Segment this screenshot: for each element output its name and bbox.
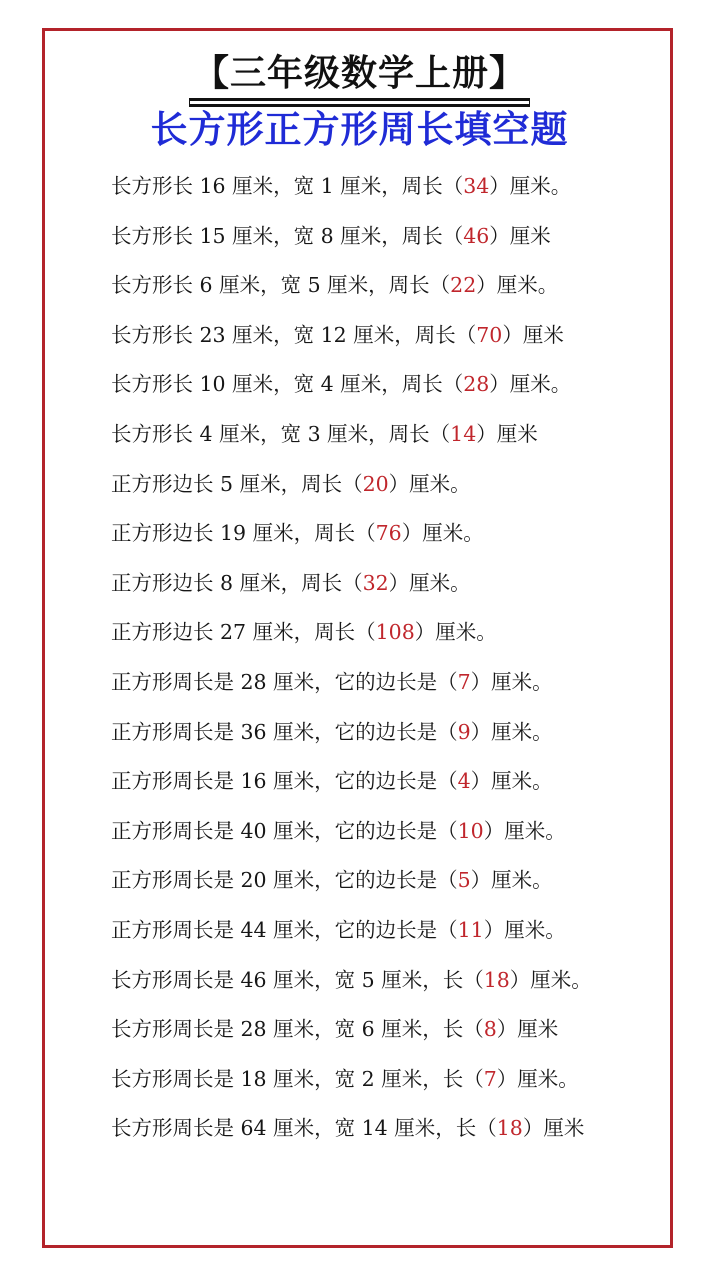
page-title: 【三年级数学上册】 bbox=[189, 52, 530, 101]
question-list bbox=[111, 164, 671, 1156]
answer-value: 18 bbox=[496, 1116, 523, 1141]
question-tail: ）厘米。 bbox=[470, 868, 553, 893]
page-subtitle: 长方形正方形周长填空题 bbox=[150, 108, 569, 151]
question-text: 正方形周长是 16 厘米，它的边长是（ bbox=[111, 769, 458, 794]
question-text: 长方形周长是 64 厘米，宽 14 厘米，长（ bbox=[111, 1116, 497, 1141]
question-tail: ）厘米 bbox=[502, 322, 564, 347]
question-row bbox=[111, 462, 671, 512]
question-text: 长方形周长是 28 厘米，宽 6 厘米，长（ bbox=[111, 1017, 484, 1042]
answer-value: 76 bbox=[375, 521, 402, 546]
question-tail: ）厘米 bbox=[489, 223, 551, 248]
question-tail: ）厘米。 bbox=[509, 967, 592, 992]
question-row bbox=[111, 908, 671, 958]
question-tail: ）厘米。 bbox=[489, 372, 572, 397]
answer-value: 70 bbox=[476, 322, 503, 347]
question-text: 正方形周长是 28 厘米，它的边长是（ bbox=[111, 669, 458, 694]
question-tail: ）厘米。 bbox=[483, 818, 566, 843]
question-text: 正方形边长 5 厘米，周长（ bbox=[111, 471, 363, 496]
question-text: 正方形周长是 44 厘米，它的边长是（ bbox=[111, 917, 458, 942]
question-text: 正方形周长是 40 厘米，它的边长是（ bbox=[111, 818, 458, 843]
title-container bbox=[0, 52, 719, 101]
question-text: 正方形边长 19 厘米，周长（ bbox=[111, 521, 376, 546]
question-tail: ）厘米 bbox=[476, 421, 538, 446]
question-text: 长方形周长是 46 厘米，宽 5 厘米，长（ bbox=[111, 967, 484, 992]
question-row bbox=[111, 214, 671, 264]
answer-value: 4 bbox=[457, 769, 471, 794]
question-row bbox=[111, 958, 671, 1008]
question-tail: ）厘米。 bbox=[414, 620, 497, 645]
answer-value: 28 bbox=[463, 372, 490, 397]
question-tail: ）厘米。 bbox=[470, 669, 553, 694]
question-text: 正方形边长 27 厘米，周长（ bbox=[111, 620, 376, 645]
question-text: 长方形长 4 厘米，宽 3 厘米，周长（ bbox=[111, 421, 451, 446]
answer-value: 10 bbox=[457, 818, 484, 843]
question-row bbox=[111, 1057, 671, 1107]
question-text: 长方形长 10 厘米，宽 4 厘米，周长（ bbox=[111, 372, 464, 397]
question-tail: ）厘米。 bbox=[470, 719, 553, 744]
answer-value: 20 bbox=[362, 471, 389, 496]
question-text: 长方形长 15 厘米，宽 8 厘米，周长（ bbox=[111, 223, 464, 248]
answer-value: 5 bbox=[457, 868, 471, 893]
question-text: 正方形周长是 36 厘米，它的边长是（ bbox=[111, 719, 458, 744]
question-tail: ）厘米 bbox=[496, 1017, 559, 1042]
question-row bbox=[111, 313, 671, 363]
answer-value: 7 bbox=[483, 1066, 497, 1091]
answer-value: 34 bbox=[463, 174, 490, 198]
question-row bbox=[111, 263, 671, 313]
answer-value: 22 bbox=[450, 273, 477, 298]
question-text: 长方形长 16 厘米，宽 1 厘米，周长（ bbox=[111, 174, 464, 198]
question-tail: ）厘米。 bbox=[388, 570, 471, 595]
answer-value: 11 bbox=[457, 917, 484, 942]
question-row bbox=[111, 759, 671, 809]
question-row bbox=[111, 561, 671, 611]
question-tail: ）厘米。 bbox=[496, 1066, 579, 1091]
answer-value: 9 bbox=[457, 719, 471, 744]
question-text: 长方形周长是 18 厘米，宽 2 厘米，长（ bbox=[111, 1066, 484, 1091]
question-row bbox=[111, 164, 671, 214]
question-row bbox=[111, 511, 671, 561]
question-row bbox=[111, 660, 671, 710]
question-row bbox=[111, 710, 671, 760]
question-row bbox=[111, 362, 671, 412]
answer-value: 32 bbox=[362, 570, 389, 595]
question-row bbox=[111, 809, 671, 859]
answer-value: 108 bbox=[375, 620, 415, 645]
answer-value: 8 bbox=[483, 1017, 497, 1042]
question-row bbox=[111, 1007, 671, 1057]
question-text: 长方形长 23 厘米，宽 12 厘米，周长（ bbox=[111, 322, 477, 347]
question-tail: ）厘米。 bbox=[388, 471, 471, 496]
question-tail: ）厘米。 bbox=[483, 917, 566, 942]
question-row bbox=[111, 858, 671, 908]
question-text: 正方形边长 8 厘米，周长（ bbox=[111, 570, 363, 595]
question-tail: ）厘米。 bbox=[489, 174, 572, 198]
answer-value: 46 bbox=[463, 223, 490, 248]
question-tail: ）厘米。 bbox=[470, 769, 553, 794]
answer-value: 18 bbox=[483, 967, 510, 992]
question-tail: ）厘米。 bbox=[476, 273, 559, 298]
answer-value: 14 bbox=[450, 421, 477, 446]
question-tail: ）厘米 bbox=[522, 1116, 585, 1141]
question-row bbox=[111, 412, 671, 462]
answer-value: 7 bbox=[457, 669, 471, 694]
question-row bbox=[111, 1106, 671, 1156]
question-text: 长方形长 6 厘米，宽 5 厘米，周长（ bbox=[111, 273, 451, 298]
question-row bbox=[111, 610, 671, 660]
question-tail: ）厘米。 bbox=[401, 521, 484, 546]
question-text: 正方形周长是 20 厘米，它的边长是（ bbox=[111, 868, 458, 893]
